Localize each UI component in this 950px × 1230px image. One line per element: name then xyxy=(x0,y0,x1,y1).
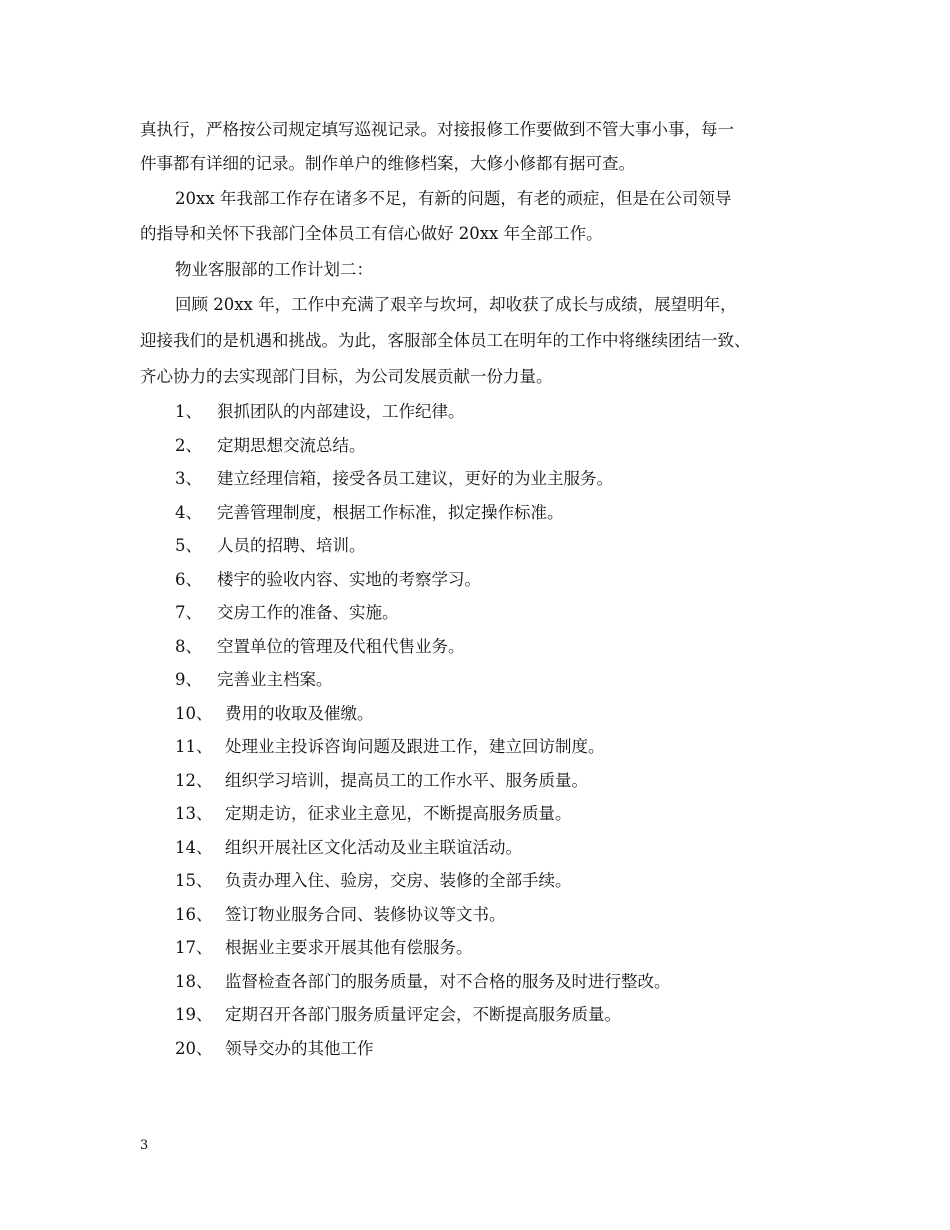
paragraph-line: 回顾 20xx 年，工作中充满了艰辛与坎坷，却收获了成长与成绩，展望明年， xyxy=(175,295,737,314)
list-item-text: 组织开展社区文化活动及业主联谊活动。 xyxy=(225,838,522,857)
list-item-number: 12、 xyxy=(175,771,213,790)
list-item xyxy=(175,736,605,758)
list-item-number: 10、 xyxy=(175,704,213,723)
list-item xyxy=(175,535,366,557)
list-item xyxy=(175,770,588,792)
list-item xyxy=(175,435,366,457)
list-item-number: 4、 xyxy=(175,503,202,522)
list-item-text: 定期召开各部门服务质量评定会，不断提高服务质量。 xyxy=(225,1005,621,1024)
list-item-number: 20、 xyxy=(175,1039,213,1058)
list-item-number: 18、 xyxy=(175,972,213,991)
list-item xyxy=(175,870,572,892)
list-item xyxy=(175,502,564,524)
list-item-number: 11、 xyxy=(175,737,213,756)
list-item-number: 5、 xyxy=(175,536,202,555)
list-item-text: 完善业主档案。 xyxy=(217,670,333,689)
list-item-text: 完善管理制度，根据工作标准，拟定操作标准。 xyxy=(217,503,564,522)
list-item-text: 定期走访，征求业主意见，不断提高服务质量。 xyxy=(225,804,572,823)
list-item-number: 15、 xyxy=(175,871,213,890)
list-item-number: 1、 xyxy=(175,402,202,421)
page-number: 3 xyxy=(140,1138,149,1153)
list-item xyxy=(175,904,506,926)
paragraph-line: 件事都有详细的记录。制作单户的维修档案，大修小修都有据可查。 xyxy=(140,154,635,173)
list-item-text: 签订物业服务合同、装修协议等文书。 xyxy=(225,905,506,924)
list-item-text: 根据业主要求开展其他有偿服务。 xyxy=(225,938,473,957)
list-item-number: 3、 xyxy=(175,469,202,488)
list-item xyxy=(175,669,333,691)
list-item-text: 楼宇的验收内容、实地的考察学习。 xyxy=(217,570,481,589)
paragraph-line: 20xx 年我部工作存在诸多不足，有新的问题，有老的顽症，但是在公司领导 xyxy=(175,189,732,208)
list-item xyxy=(175,468,613,490)
list-item-text: 监督检查各部门的服务质量，对不合格的服务及时进行整改。 xyxy=(225,972,671,991)
list-item-number: 7、 xyxy=(175,603,202,622)
list-item xyxy=(175,837,522,859)
paragraph-line: 迎接我们的是机遇和挑战。为此，客服部全体员工在明年的工作中将继续团结一致、 xyxy=(140,331,751,350)
list-item-text: 狠抓团队的内部建设，工作纪律。 xyxy=(217,402,465,421)
list-item-text: 负责办理入住、验房，交房、装修的全部手续。 xyxy=(225,871,572,890)
list-item-number: 8、 xyxy=(175,637,202,656)
list-item-number: 6、 xyxy=(175,570,202,589)
section-heading: 物业客服部的工作计划二： xyxy=(175,260,373,279)
list-item xyxy=(175,971,671,993)
list-item-text: 费用的收取及催缴。 xyxy=(225,704,374,723)
list-item-text: 建立经理信箱，接受各员工建议，更好的为业主服务。 xyxy=(217,469,613,488)
list-item xyxy=(175,569,481,591)
list-item-number: 9、 xyxy=(175,670,202,689)
list-item-number: 19、 xyxy=(175,1005,213,1024)
list-item-number: 13、 xyxy=(175,804,213,823)
list-item-text: 定期思想交流总结。 xyxy=(217,436,366,455)
list-item xyxy=(175,937,473,959)
list-item xyxy=(175,703,374,725)
list-item-number: 17、 xyxy=(175,938,213,957)
list-item-number: 2、 xyxy=(175,436,202,455)
list-item-text: 组织学习培训，提高员工的工作水平、服务质量。 xyxy=(225,771,588,790)
list-item xyxy=(175,1004,621,1026)
list-item-number: 16、 xyxy=(175,905,213,924)
list-item-number: 14、 xyxy=(175,838,213,857)
list-item xyxy=(175,602,399,624)
list-item xyxy=(175,1038,374,1060)
list-item-text: 空置单位的管理及代租代售业务。 xyxy=(217,637,465,656)
paragraph-line: 的指导和关怀下我部门全体员工有信心做好 20xx 年全部工作。 xyxy=(140,224,603,243)
list-item-text: 处理业主投诉咨询问题及跟进工作，建立回访制度。 xyxy=(225,737,605,756)
list-item xyxy=(175,401,465,423)
paragraph-line: 真执行，严格按公司规定填写巡视记录。对接报修工作要做到不管大事小事，每一 xyxy=(140,120,734,139)
paragraph-line: 齐心协力的去实现部门目标，为公司发展贡献一份力量。 xyxy=(140,367,553,386)
list-item-text: 交房工作的准备、实施。 xyxy=(217,603,399,622)
list-item xyxy=(175,803,572,825)
list-item-text: 领导交办的其他工作 xyxy=(225,1039,374,1058)
list-item-text: 人员的招聘、培训。 xyxy=(217,536,366,555)
list-item xyxy=(175,636,465,658)
